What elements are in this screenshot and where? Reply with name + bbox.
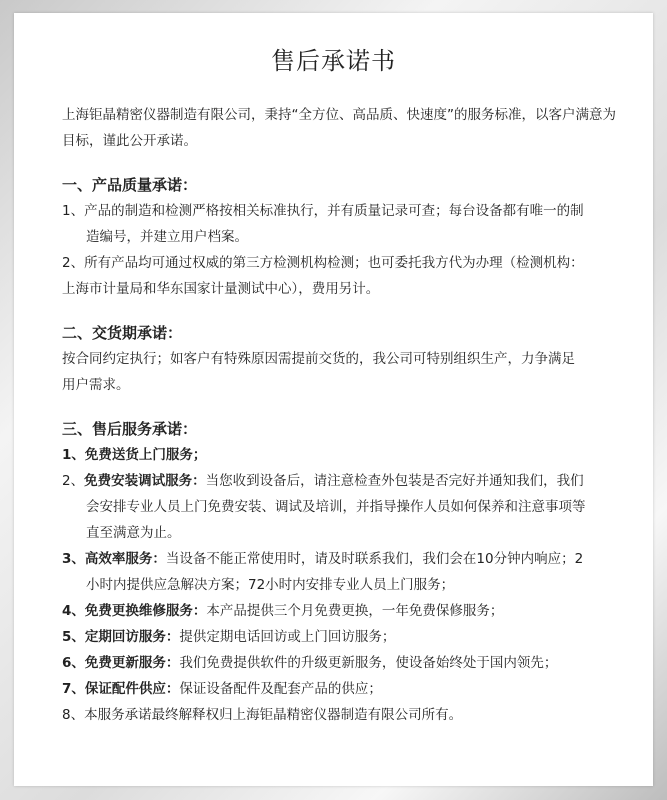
list-item-continuation: 用户需求。: [62, 377, 130, 393]
intro-paragraph: 上海钜晶精密仪器制造有限公司，秉持“全方位、高品质、快速度”的服务标准，以客户满意为目标，谨此公开承诺。: [62, 107, 616, 149]
list-item-continuation: 会安排专业人员上门免费安装、调试及培训，并指导操作人员如何保养和注意事项等: [86, 499, 586, 515]
list-item: 3、高效率服务：当设备不能正常使用时，请及时联系我们，我们会在10分钟内响应；2: [62, 551, 584, 567]
document-body: [62, 102, 622, 746]
list-item: 7、保证配件供应：保证设备配件及配套产品的供应；: [62, 681, 382, 697]
page-title: 售后承诺书: [271, 47, 396, 75]
section-quality: [62, 172, 622, 302]
section-heading: 一、产品质量承诺：: [62, 176, 198, 194]
section-heading: 三、售后服务承诺：: [62, 420, 198, 438]
list-item: 4、免费更换维修服务：本产品提供三个月免费更换，一年免费保修服务；: [62, 603, 504, 619]
list-item-continuation: 造编号，并建立用户档案。: [86, 229, 248, 245]
document-page: [14, 13, 653, 786]
list-item: 1、免费送货上门服务；: [62, 447, 207, 463]
list-item-continuation: 直至满意为止。: [86, 525, 181, 541]
list-item: 5、定期回访服务：提供定期电话回访或上门回访服务；: [62, 629, 396, 645]
section-service: [62, 416, 622, 728]
list-item: 按合同约定执行；如客户有特殊原因需提前交货的，我公司可特别组织生产，力争满足: [62, 351, 575, 367]
section-delivery: [62, 320, 622, 398]
list-item: 6、免费更新服务：我们免费提供软件的升级更新服务，使设备始终处于国内领先；: [62, 655, 558, 671]
section-heading: 二、交货期承诺：: [62, 324, 183, 342]
list-item: 8、本服务承诺最终解释权归上海钜晶精密仪器制造有限公司所有。: [62, 707, 463, 723]
list-item-continuation: 小时内提供应急解决方案；72小时内安排专业人员上门服务；: [86, 577, 455, 593]
list-item: 1、产品的制造和检测严格按相关标准执行，并有质量记录可查；每台设备都有唯一的制: [62, 203, 584, 219]
list-item-continuation: 上海市计量局和华东国家计量测试中心），费用另计。: [62, 281, 380, 297]
list-item: 2、免费安装调试服务：当您收到设备后，请注意检查外包装是否完好并通知我们，我们: [62, 473, 584, 489]
list-item: 2、所有产品均可通过权威的第三方检测机构检测；也可委托我方代为办理（检测机构：: [62, 255, 584, 271]
